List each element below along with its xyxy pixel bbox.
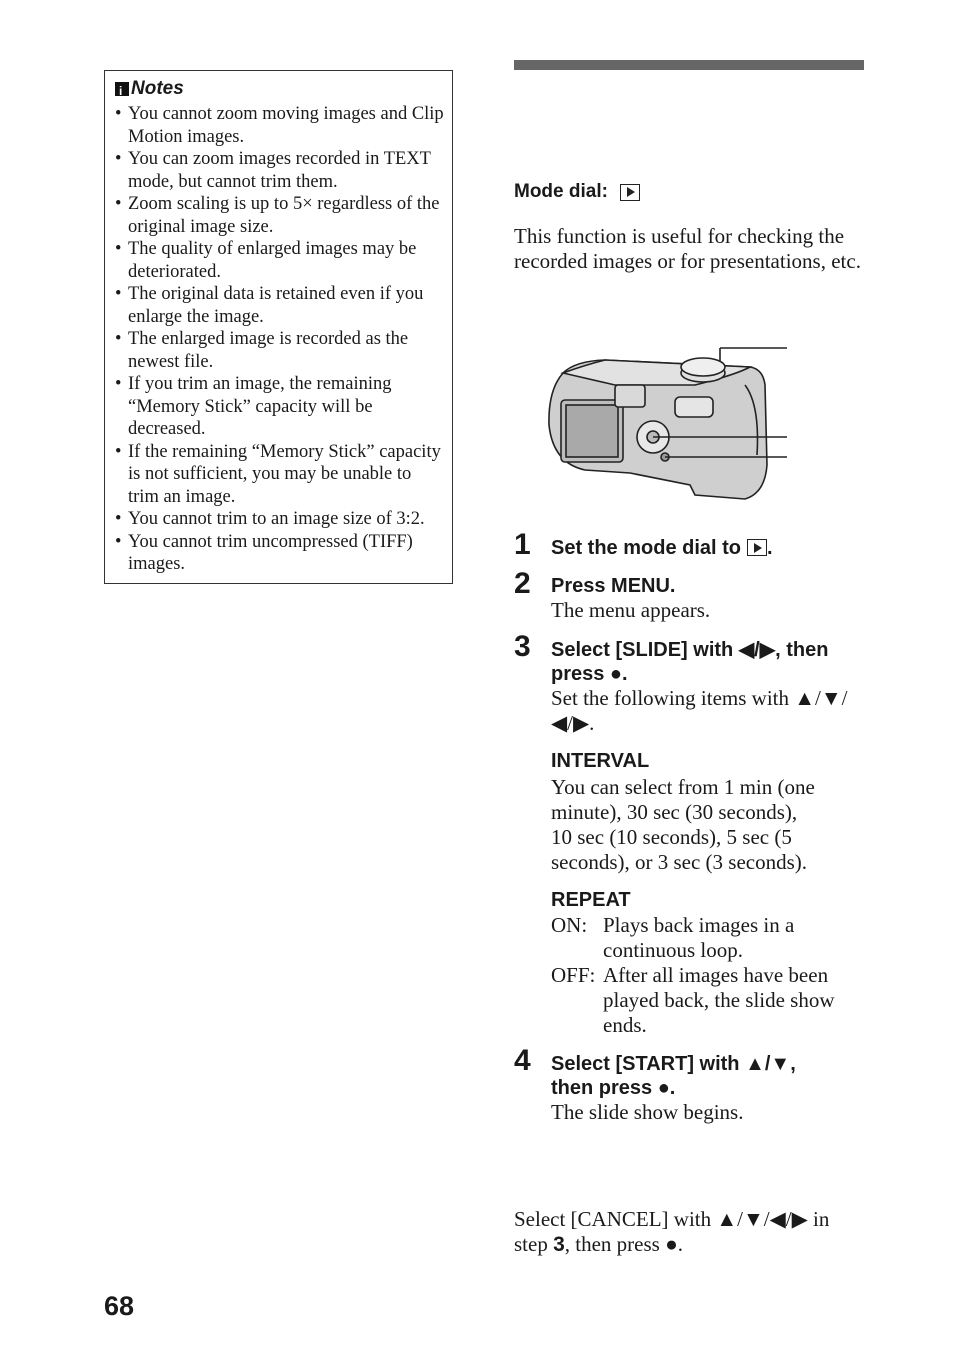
step-3-title: Select [SLIDE] with ◀/▶, then press ●. <box>551 639 829 685</box>
step-3-body: Set the following items with ▲/▼/◀/▶. <box>551 686 848 735</box>
camera-illustration <box>545 345 790 505</box>
notes-heading: Notes <box>131 78 184 99</box>
playback-mode-icon <box>747 539 767 556</box>
step-4-number: 4 <box>514 1044 531 1077</box>
step-4-title: Select [START] with ▲/▼, then press ●. <box>551 1053 796 1099</box>
step-2-body: The menu appears. <box>551 598 711 622</box>
note-item: • You cannot trim uncompressed (TIFF) images. <box>115 531 444 576</box>
note-item: • You cannot zoom moving images and Clip Motion images. <box>115 103 444 148</box>
repeat-on-key: ON: <box>551 913 588 937</box>
note-item: • If the remaining “Memory Stick” capacity is not sufficient, you may be unable to trim an image. <box>115 441 444 509</box>
step-1-title <box>551 536 871 560</box>
repeat-off-row <box>551 963 871 1038</box>
note-item: • You can zoom images recorded in TEXT mode, but cannot trim them. <box>115 148 444 193</box>
repeat-on-row <box>551 913 871 963</box>
repeat-off-key: OFF: <box>551 963 596 987</box>
note-item: • The enlarged image is recorded as the newest file. <box>115 328 444 373</box>
mode-dial-label: Mode dial: <box>514 181 608 202</box>
camera-viewfinder <box>615 385 645 407</box>
step-1-title-end: . <box>767 537 773 559</box>
cancel-text-part2: , then press ●. <box>564 1232 684 1256</box>
step-2-number: 2 <box>514 567 531 600</box>
notes-list <box>115 103 444 576</box>
interval-heading: INTERVAL <box>551 750 650 772</box>
camera-mode-dial-top <box>681 358 725 376</box>
section-header-bar <box>514 60 864 70</box>
cancel-instructions <box>514 1207 864 1257</box>
notes-box <box>104 70 453 584</box>
camera-button-strip <box>675 397 713 417</box>
note-info-icon <box>115 82 129 96</box>
intro-text: This function is useful for checking the recorded images or for presentations, etc. <box>514 224 861 273</box>
note-item: • You cannot trim to an image size of 3:2. <box>115 508 444 531</box>
interval-text-1: You can select from 1 min (one minute), 30 sec (30 seconds), <box>551 775 815 824</box>
playback-mode-icon <box>620 184 640 201</box>
note-item: • If you trim an image, the remaining “Memory Stick” capacity will be decreased. <box>115 373 444 441</box>
note-item: • The original data is retained even if you enlarge the image. <box>115 283 444 328</box>
step-1-title-text: Set the mode dial to <box>551 537 742 559</box>
repeat-off-value: After all images have been played back, the slide show ends. <box>603 963 835 1037</box>
repeat-heading: REPEAT <box>551 889 631 911</box>
page-number: 68 <box>104 1291 135 1321</box>
notes-heading-row <box>115 77 444 101</box>
interval-text-2: 10 sec (10 seconds), 5 sec (5 seconds), or 3 sec (3 seconds). <box>551 825 808 874</box>
mode-dial-line <box>514 181 640 203</box>
step-4-body: The slide show begins. <box>551 1100 744 1124</box>
cancel-step-number: 3 <box>553 1233 565 1256</box>
note-item: • Zoom scaling is up to 5× regardless of the original image size. <box>115 193 444 238</box>
camera-lcd-inner <box>566 405 618 457</box>
step-2-title: Press MENU. <box>551 575 676 597</box>
cancel-text-part1: Select [CANCEL] with ▲/▼/◀/▶ in step <box>514 1207 830 1256</box>
step-1-number: 1 <box>514 528 531 561</box>
note-item: • The quality of enlarged images may be deteriorated. <box>115 238 444 283</box>
step-3-number: 3 <box>514 630 531 663</box>
repeat-on-value: Plays back images in a continuous loop. <box>603 913 795 962</box>
